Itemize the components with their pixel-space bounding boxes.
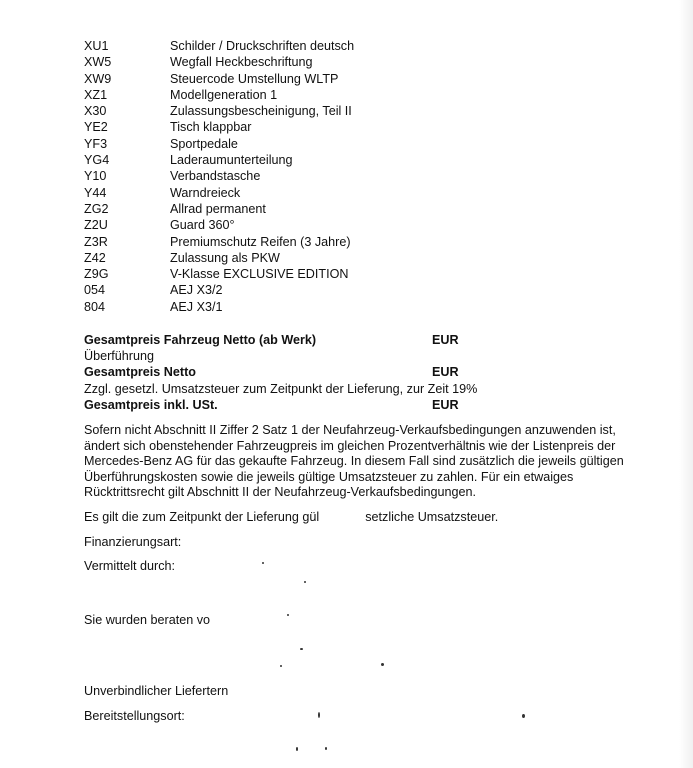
option-description: Modellgeneration 1: [170, 87, 278, 102]
option-description: Steuercode Umstellung WLTP: [170, 71, 339, 86]
vat-statement-tail: setzliche Umsatzsteuer.: [365, 510, 499, 524]
advised-by-label: Sie wurden beraten vo: [84, 613, 211, 627]
total-incl-vat-row: [84, 397, 484, 413]
scan-speck: [325, 747, 327, 750]
list-item: [84, 54, 504, 70]
option-description: Allrad permanent: [170, 201, 266, 216]
option-code: YE2: [84, 120, 108, 135]
financing-type-label: Finanzierungsart:: [84, 535, 182, 549]
option-description: V-Klasse EXCLUSIVE EDITION: [170, 267, 349, 282]
option-code: X30: [84, 104, 107, 119]
scan-speck: [300, 648, 303, 650]
option-description: Verbandstasche: [170, 169, 261, 184]
total-net-label: Gesamtpreis Netto: [84, 365, 196, 380]
option-code: YF3: [84, 136, 108, 151]
scan-speck: [262, 562, 264, 564]
option-code: 804: [84, 299, 106, 314]
list-item: [84, 282, 504, 298]
vat-statement: [84, 509, 498, 525]
currency-label: EUR: [432, 333, 459, 347]
option-code: XU1: [84, 39, 109, 53]
list-item: [84, 71, 504, 87]
option-code: ZG2: [84, 201, 109, 216]
paragraph-line: Überführungskosten sowie die jeweils gültige Umsatzsteuer zu zahlen. Für ein etwaiges: [84, 469, 574, 484]
list-item: [84, 217, 504, 233]
option-description: Guard 360°: [170, 218, 235, 233]
list-item: [84, 234, 504, 250]
currency-label: EUR: [432, 397, 459, 412]
price-adjustment-paragraph: [84, 423, 684, 501]
option-code: YG4: [84, 153, 110, 168]
equipment-code-list: [84, 38, 504, 315]
list-item: [84, 103, 504, 119]
option-code: Z2U: [84, 218, 108, 233]
option-description: Warndreieck: [170, 185, 241, 200]
total-net-row: [84, 364, 484, 380]
option-description: Schilder / Druckschriften deutsch: [170, 39, 355, 53]
delivery-date-label: Unverbindlicher Liefertern: [84, 684, 229, 698]
vat-note-row: [84, 381, 484, 397]
provision-location-label: Bereitstellungsort:: [84, 709, 185, 723]
paragraph-line: Mercedes-Benz AG für das gekaufte Fahrzeug. In diesem Fall sind zusätzlich die jeweils gültigen: [84, 454, 624, 469]
option-code: 054: [84, 283, 106, 298]
option-code: XW5: [84, 55, 112, 70]
scan-speck: [318, 712, 320, 718]
list-item: [84, 152, 504, 168]
option-description: Premiumschutz Reifen (3 Jahre): [170, 234, 351, 249]
option-code: Y44: [84, 185, 107, 200]
list-item: [84, 201, 504, 217]
list-item: [84, 299, 504, 315]
option-description: Tisch klappbar: [170, 120, 252, 135]
option-description: AEJ X3/2: [170, 283, 223, 298]
option-code: Y10: [84, 169, 107, 184]
option-description: Wegfall Heckbeschriftung: [170, 55, 313, 70]
total-net-ex-works-label: Gesamtpreis Fahrzeug Netto (ab Werk): [84, 333, 317, 347]
option-description: AEJ X3/1: [170, 299, 223, 314]
option-code: XW9: [84, 71, 112, 86]
scan-speck: [280, 665, 282, 667]
option-code: Z9G: [84, 267, 109, 282]
option-description: Zulassungsbescheinigung, Teil II: [170, 104, 352, 119]
paragraph-line: Rücktrittsrecht gilt Abschnitt II der Neufahrzeug-Verkaufsbedingungen.: [84, 485, 477, 500]
option-description: Zulassung als PKW: [170, 250, 280, 265]
list-item: [84, 250, 504, 266]
option-description: Laderaumunterteilung: [170, 153, 293, 168]
scan-speck: [304, 581, 306, 583]
scan-speck: [296, 747, 298, 751]
list-item: [84, 119, 504, 135]
list-item: [84, 266, 504, 282]
scan-speck: [522, 714, 525, 718]
total-net-ex-works-row: [84, 332, 484, 348]
currency-label: EUR: [432, 365, 459, 380]
vat-note: Zzgl. gesetzl. Umsatzsteuer zum Zeitpunkt der Lieferung, zur Zeit 19%: [84, 381, 478, 396]
paragraph-line: Sofern nicht Abschnitt II Ziffer 2 Satz 1 der Neufahrzeug-Verkaufsbedingungen anzuwenden ist,: [84, 423, 616, 437]
list-item: [84, 168, 504, 184]
list-item: [84, 136, 504, 152]
vat-statement-text: Es gilt die zum Zeitpunkt der Lieferung gül: [84, 510, 320, 524]
list-item: [84, 87, 504, 103]
price-summary: [84, 332, 484, 413]
option-code: XZ1: [84, 87, 108, 102]
transfer-row: [84, 348, 484, 364]
option-code: Z3R: [84, 234, 108, 249]
list-item: [84, 185, 504, 201]
paragraph-line: ändert sich obenstehender Fahrzeugpreis im gleichen Prozentverhältnis wie der Listenpreis der: [84, 438, 616, 453]
scan-speck: [287, 614, 289, 616]
option-description: Sportpedale: [170, 136, 238, 151]
option-code: Z42: [84, 250, 106, 265]
scan-speck: [381, 663, 384, 666]
transfer-label: Überführung: [84, 349, 155, 364]
total-incl-vat-label: Gesamtpreis inkl. USt.: [84, 397, 218, 412]
brokered-by-label: Vermittelt durch:: [84, 559, 175, 573]
list-item: [84, 38, 504, 54]
